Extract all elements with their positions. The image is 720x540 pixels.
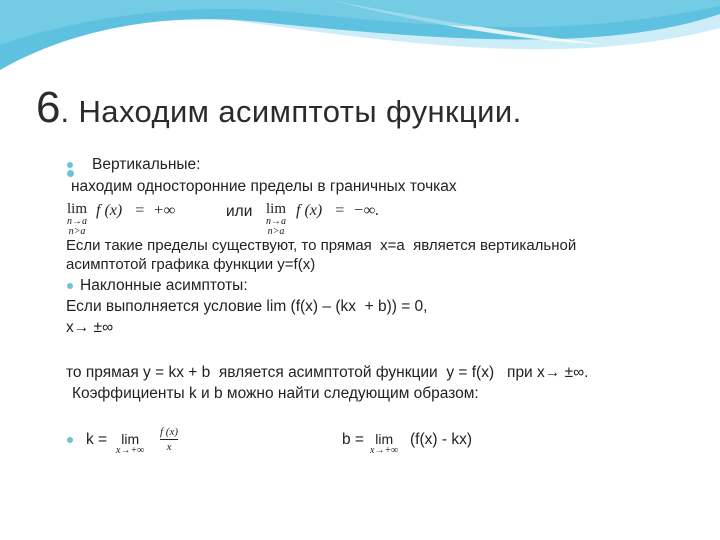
limit-right: lim n→a n>a [266, 201, 287, 237]
vertical-conclusion-line-2: асимптотой графика функции y=f(x) [66, 256, 316, 273]
vertical-heading: Вертикальные: [92, 156, 201, 173]
expression-minus-infinity: f (x) = −∞. [296, 202, 380, 219]
slide-title [36, 83, 522, 132]
or-text: или [226, 203, 253, 220]
bullet-vertical [67, 162, 73, 168]
k-limit: lim x→+∞ [116, 431, 145, 456]
b-limit: lim x→+∞ [370, 431, 399, 456]
coefficients-text: Коэффициенты k и b можно найти следующим образом: [72, 385, 479, 402]
vertical-intro: находим односторонние пределы в граничных точках [71, 178, 457, 195]
bullet-formulas [67, 437, 73, 443]
b-expression: (f(x) - kx) [410, 431, 472, 448]
vertical-conclusion-line-1: Если такие пределы существуют, то прямая x=a является вертикальной [66, 237, 577, 254]
b-label: b = [342, 431, 364, 448]
k-numerator: f (x) [160, 426, 179, 438]
bullet-vertical-lower [67, 170, 74, 177]
oblique-heading: Наклонные асимптоты: [80, 277, 248, 294]
k-label: k = [86, 431, 108, 448]
oblique-result: то прямая y = kx + b является асимптотой функции y = f(x) при x→ ±∞. [66, 364, 589, 381]
oblique-condition-limit: x→ ±∞ [66, 319, 114, 336]
k-fraction [160, 426, 178, 453]
k-denominator: x [166, 441, 172, 454]
limit-left: lim n→a n>a [67, 201, 88, 237]
title-text: . Находим асимптоты функции. [60, 94, 522, 129]
oblique-condition: Если выполняется условие lim (f(x) – (kx + b)) = 0, [66, 298, 428, 315]
expression-plus-infinity: f (x) = +∞ [96, 202, 176, 219]
bullet-oblique [67, 283, 73, 289]
title-number: 6 [36, 83, 61, 132]
